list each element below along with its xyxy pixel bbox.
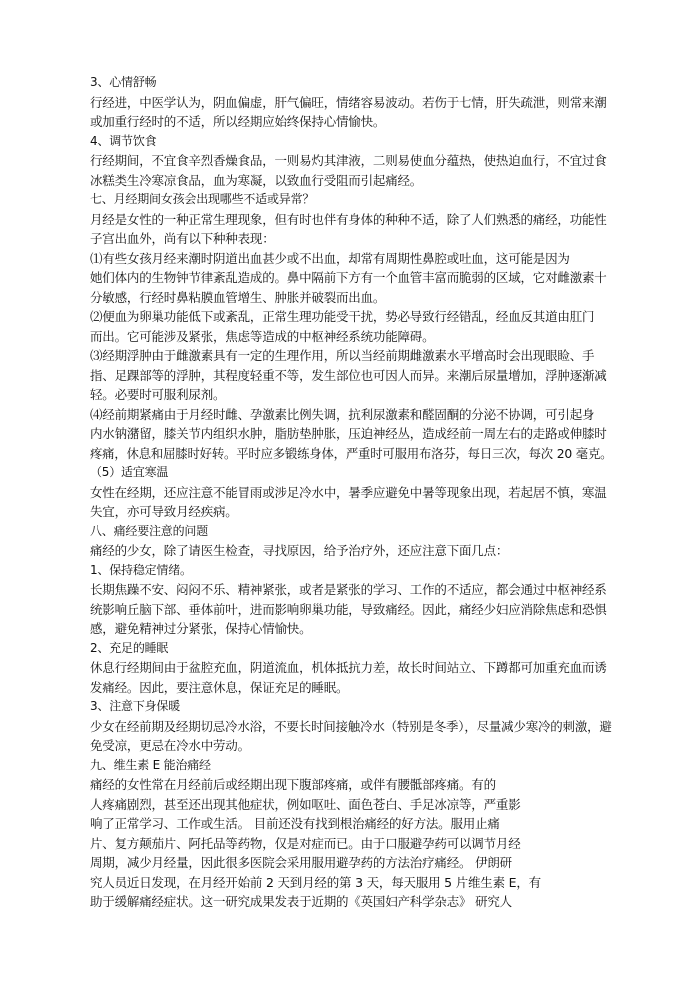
body-line: 痛经的少女，除了请医生检查，寻找原因，给予治疗外，还应注意下面几点： xyxy=(90,543,509,558)
body-line: 行经期间，不宜食辛烈香燥食品，一则易灼其津液，二则易使血分蕴热，使热迫血行，不宜过食 xyxy=(90,153,607,168)
body-line: 休息行经期间由于盆腔充血，阴道流血，机体抵抗力差，故长时间站立、下蹲都可加重充血而诱 xyxy=(90,660,607,675)
body-line: 周期，减少月经量，因此很多医院会采用服用避孕药的方法治疗痛经。 伊朗研 xyxy=(90,855,512,870)
body-line: ⑷经前期紧痛由于月经时雌、孕激素比例失调，抗利尿激素和醛固酮的分泌不协调，可引起身 xyxy=(90,406,595,422)
body-line: ⑵便血为卵巢功能低下或紊乱，正常生理功能受干扰，势必导致行经错乱，经血反其道由肛门 xyxy=(90,309,595,324)
chapter-heading: 七、月经期间女孩会出现哪些不适或异常？ xyxy=(90,192,315,206)
body-line: 疼痛，休息和屈膝时好转。平时应多锻练身体，严重时可服用布洛芬，每日三次，每次 20 毫克。 xyxy=(90,445,613,461)
body-line: ⑶经期浮肿由于雌激素具有一定的生理作用，所以当经前期雌激素水平增高时会出现眼睑、手 xyxy=(90,348,595,363)
body-line: 月经是女性的一种正常生理现象，但有时也伴有身体的种种不适，除了人们熟悉的痛经，功能性 xyxy=(90,211,607,227)
body-line: 长期焦躁不安、闷闷不乐、精神紧张，或者是紧张的学习、工作的不适应，都会通过中枢神经系 xyxy=(90,582,607,597)
body-line: 少女在经前期及经期切忌冷水浴，不要长时间接触冷水（特别是冬季），尽量减少寒冷的刺激，避 xyxy=(90,718,612,734)
body-line: 冰糕类生冷寒凉食品，血为寒凝，以致血行受阻而引起痛经。 xyxy=(90,172,423,188)
body-line: 响了正常学习、工作或生活。 目前还没有找到根治痛经的好方法。服用止痛 xyxy=(90,816,500,831)
body-line: 免受凉，更忌在冷水中劳动。 xyxy=(90,738,250,753)
body-line: 片、复方颠茄片、阿托品等药物，仅是对症而已。由于口服避孕药可以调节月经 xyxy=(90,835,521,851)
body-line: 统影响丘脑下部、垂体前叶，进而影响卵巢功能，导致痛经。因此，痛经少妇应消除焦虑和恐惧 xyxy=(90,601,607,617)
body-line: 她们体内的生物钟节律紊乱造成的。鼻中隔前下方有一个血管丰富而脆弱的区域，它对雌激素十 xyxy=(90,270,607,285)
chapter-heading: 九、维生素 E 能治痛经 xyxy=(90,757,211,772)
section-heading: 3、注意下身保暖 xyxy=(90,699,181,713)
section-heading: 2、充足的睡眠 xyxy=(90,640,169,655)
section-heading: 1、保持稳定情绪。 xyxy=(90,562,192,577)
body-line: 感，避免精神过分紧张，保持心情愉快。 xyxy=(90,621,312,636)
body-line: 分敏感，行经时鼻粘膜血管增生、肿胀并破裂而出血。 xyxy=(90,289,386,305)
body-line: ⑴有些女孩月经来潮时阴道出血甚少或不出血，却常有周期性鼻腔或吐血，这可能是因为 xyxy=(90,250,570,266)
section-heading: 3、心情舒畅 xyxy=(90,75,157,89)
chapter-heading: 八、痛经要注意的问题 xyxy=(90,523,209,538)
body-line: 人疼痛剧烈，甚至还出现其他症状，例如呕吐、面色苍白、手足冰凉等，严重影 xyxy=(90,796,521,812)
body-line: 轻。必要时可服利尿剂。 xyxy=(90,387,226,402)
body-line: 究人员近日发现，在月经开始前 2 天到月经的第 3 天，每天服用 5 片维生素 E，有 xyxy=(90,874,541,890)
body-line: 女性在经期，还应注意不能冒雨或涉足冷水中，暑季应避免中暑等现象出现，若起居不慎，寒温 xyxy=(90,484,607,500)
body-line: 指、足踝部等的浮肿，其程度轻重不等，发生部位也可因人而异。来潮后尿量增加，浮肿逐渐减 xyxy=(90,367,607,383)
section-heading: 4、调节饮食 xyxy=(90,133,157,148)
body-line: 助于缓解痛经症状。这一研究成果发表于近期的《英国妇产科学杂志》 研究人 xyxy=(90,894,512,909)
body-line: 行经进，中医学认为，阴血偏虚，肝气偏旺，情绪容易波动。若伤于七情，肝失疏泄，则常来潮 xyxy=(90,94,607,110)
body-line: 或加重行经时的不适，所以经期应始终保持心情愉快。 xyxy=(90,114,386,129)
body-line: 子宫出血外，尚有以下种种表现： xyxy=(90,231,275,246)
document-page xyxy=(90,73,613,912)
body-line: 痛经的女性常在月经前后或经期出现下腹部疼痛，或伴有腰骶部疼痛。有的 xyxy=(90,777,496,792)
body-line: 内水钠潴留，膝关节内组织水肿，脂肪垫肿胀，压迫神经丛，造成经前一周左右的走路或伸膝时 xyxy=(90,426,607,441)
section-heading: （5）适宜寒温 xyxy=(90,465,169,479)
body-line: 而出。它可能涉及紧张，焦虑等造成的中枢神经系统功能障碍。 xyxy=(90,328,435,344)
body-line: 发痛经。因此，要注意休息，保证充足的睡眠。 xyxy=(90,679,349,695)
body-line: 失宜，亦可导致月经疾病。 xyxy=(90,504,238,519)
